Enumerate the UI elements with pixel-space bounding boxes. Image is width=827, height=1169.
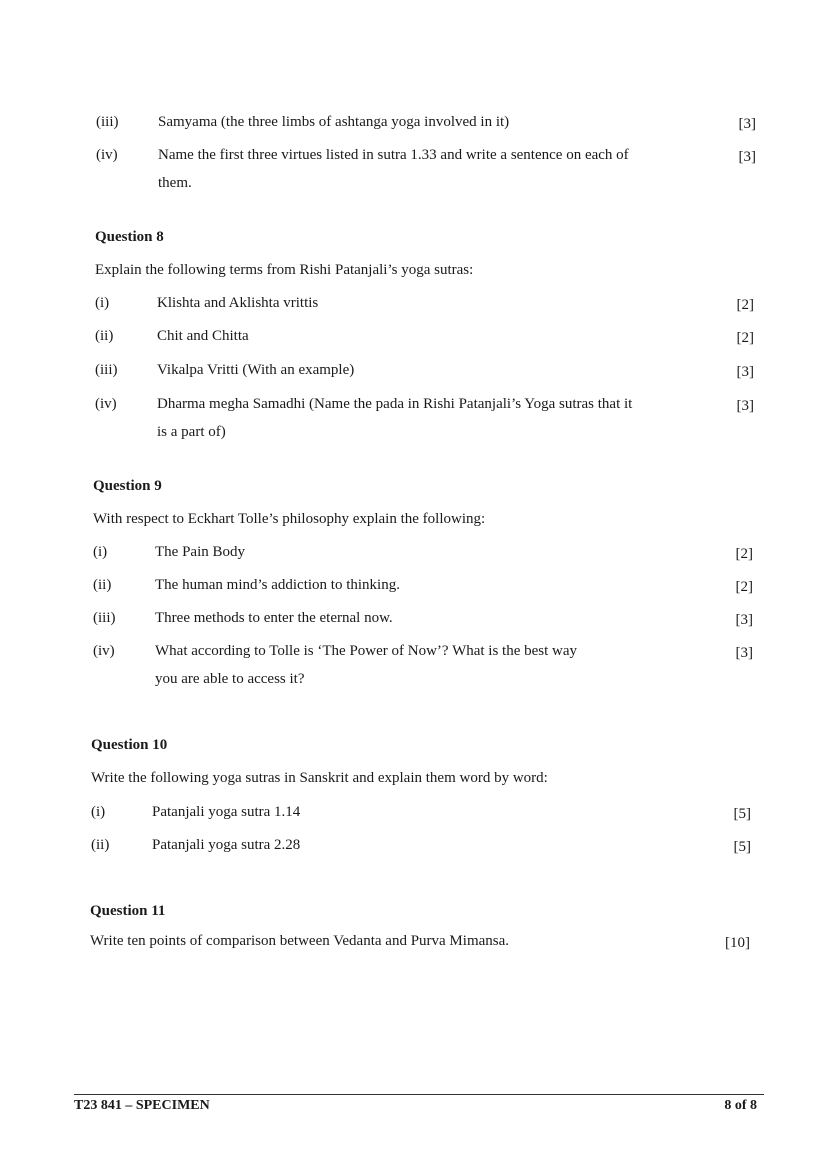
item-text: The Pain Body (155, 544, 245, 560)
item-number: (i) (93, 544, 108, 560)
item-number: (iv) (93, 643, 115, 659)
item-text: The human mind’s addiction to thinking. (155, 577, 400, 593)
item-number: (ii) (93, 577, 112, 593)
item-text: Klishta and Aklishta vrittis (157, 295, 319, 311)
question-intro: Write ten points of comparison between Vedanta and Purva Mimansa. (90, 933, 510, 949)
item-marks: [5] (733, 839, 751, 855)
item-marks: [3] (735, 645, 753, 661)
item-marks: [2] (736, 330, 754, 346)
item-text-continued: you are able to access it? (155, 671, 305, 687)
item-number: (ii) (91, 837, 110, 853)
item-text-continued: is a part of) (157, 424, 226, 440)
page-number: 8 of 8 (724, 1098, 757, 1113)
item-marks: [2] (735, 579, 753, 595)
item-number: (iii) (96, 114, 119, 130)
question-intro: With respect to Eckhart Tolle’s philosophy explain the following: (93, 511, 486, 527)
question-heading: Question 10 (91, 737, 168, 753)
question-intro: Explain the following terms from Rishi Patanjali’s yoga sutras: (95, 262, 474, 278)
item-text: Patanjali yoga sutra 1.14 (152, 804, 301, 820)
item-marks: [5] (733, 806, 751, 822)
item-text: Name the first three virtues listed in sutra 1.33 and write a sentence on each of (158, 147, 629, 163)
item-text: Chit and Chitta (157, 328, 249, 344)
item-text: Dharma megha Samadhi (Name the pada in Rishi Patanjali’s Yoga sutras that it (157, 396, 633, 412)
item-text: Samyama (the three limbs of ashtanga yoga involved in it) (158, 114, 510, 130)
item-text: Three methods to enter the eternal now. (155, 610, 393, 626)
item-marks: [3] (736, 398, 754, 414)
item-marks: [3] (738, 116, 756, 132)
item-number: (ii) (95, 328, 114, 344)
question-marks: [10] (725, 935, 750, 951)
item-marks: [2] (736, 297, 754, 313)
item-text-continued: them. (158, 175, 192, 191)
item-marks: [3] (738, 149, 756, 165)
item-text: Vikalpa Vritti (With an example) (157, 362, 355, 378)
question-heading: Question 9 (93, 478, 162, 494)
item-marks: [2] (735, 546, 753, 562)
item-number: (i) (95, 295, 110, 311)
item-number: (iv) (95, 396, 117, 412)
footer-divider (74, 1094, 764, 1095)
item-text: What according to Tolle is ‘The Power of Now’? What is the best way (155, 643, 578, 659)
paper-code: T23 841 – SPECIMEN (74, 1098, 210, 1113)
item-number: (i) (91, 804, 106, 820)
item-number: (iv) (96, 147, 118, 163)
question-intro: Write the following yoga sutras in Sanskrit and explain them word by word: (91, 770, 548, 786)
item-number: (iii) (93, 610, 116, 626)
item-marks: [3] (735, 612, 753, 628)
question-heading: Question 11 (90, 903, 166, 919)
item-number: (iii) (95, 362, 118, 378)
item-marks: [3] (736, 364, 754, 380)
item-text: Patanjali yoga sutra 2.28 (152, 837, 301, 853)
question-heading: Question 8 (95, 229, 164, 245)
